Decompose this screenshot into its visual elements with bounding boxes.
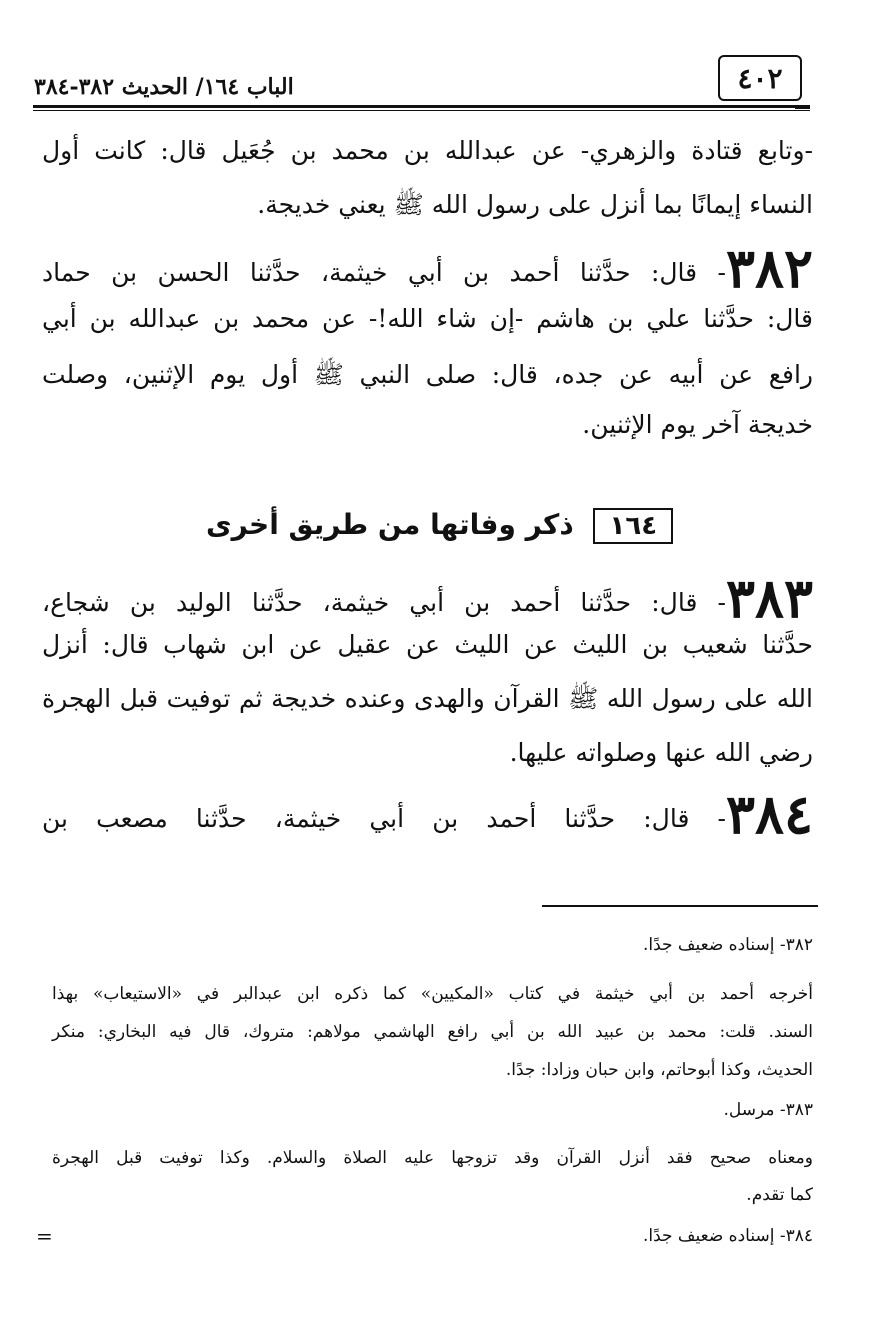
hadith-383-first-line: ٣٨٣- قال: حدَّثنا أحمد بن أبي خيثمة، حدَّثنا الوليد بن شجاع، [42, 566, 813, 630]
footnote-line: السند. قلت: محمد بن عبيد الله بن أبي رافع الهاشمي مولاهم: متروك، قال فيه البخاري: منكر [52, 1022, 813, 1042]
footnote-line: الحديث، وكذا أبوحاتم، وابن حبان وزادا: جدًا. [505, 1060, 813, 1080]
footnote-line: ٣٨٣- مرسل. [723, 1100, 813, 1120]
footnote-line: كما تقدم. [746, 1185, 813, 1205]
page-number: ٤٠٢ [737, 61, 783, 95]
text-line: النساء إيمانًا بما أنزل على رسول الله ﷺ يعني خديجة. [257, 190, 813, 219]
section-number: ١٦٤ [593, 508, 673, 544]
page-number-box [718, 55, 802, 101]
header-rule-thin [33, 110, 810, 111]
text-line: -وتابع قتادة والزهري- عن عبدالله بن محمد بن جُعَيل قال: كانت أول [42, 136, 813, 165]
text-line: خديجة آخر يوم الإثنين. [582, 410, 813, 439]
footnote-line: ٣٨٢- إسناده ضعيف جدًا. [642, 935, 813, 955]
hadith-number: ٣٨٣ [725, 566, 813, 630]
hadith-number: ٣٨٢ [725, 236, 813, 300]
hadith-384-first-line: ٣٨٤- قال: حدَّثنا أحمد بن أبي خيثمة، حدَّثنا مصعب بن [42, 782, 813, 846]
text-line: قال: حدَّثنا علي بن هاشم -إن شاء الله!- عن محمد بن عبدالله بن أبي [42, 304, 813, 333]
hadith-382-first-line: ٣٨٢- قال: حدَّثنا أحمد بن أبي خيثمة، حدَّثنا الحسن بن حماد [42, 236, 813, 300]
header-rule [33, 105, 810, 108]
text-line: حدَّثنا شعيب بن الليث عن الليث عن عقيل عن ابن شهاب قال: أنزل [42, 630, 813, 659]
text-line: رضي الله عنها وصلواته عليها. [509, 738, 813, 767]
footnote-line: ٣٨٤- إسناده ضعيف جدًا. [642, 1226, 813, 1246]
hadith-number: ٣٨٤ [725, 782, 813, 846]
text-line: الله على رسول الله ﷺ القرآن والهدى وعنده خديجة ثم توفيت قبل الهجرة [42, 684, 813, 713]
footnote-line: ومعناه صحيح فقد أنزل القرآن وقد تزوجها عليه الصلاة والسلام. وكذا توفيت قبل الهجرة [52, 1148, 813, 1168]
continuation-mark: = [36, 1224, 53, 1248]
text-line: رافع عن أبيه عن جده، قال: صلى النبي ﷺ أول يوم الإثنين، وصلت [42, 360, 813, 389]
running-head: الباب ١٦٤/ الحديث ٣٨٢-٣٨٤ [34, 74, 294, 100]
section-heading [0, 508, 879, 544]
footnote-line: أخرجه أحمد بن أبي خيثمة في كتاب «المكيين» كما ذكره ابن عبدالبر في «الاستيعاب» بهذا [52, 984, 813, 1004]
section-title: ذكر وفاتها من طريق أخرى [205, 508, 574, 541]
footnote-rule [542, 905, 818, 907]
